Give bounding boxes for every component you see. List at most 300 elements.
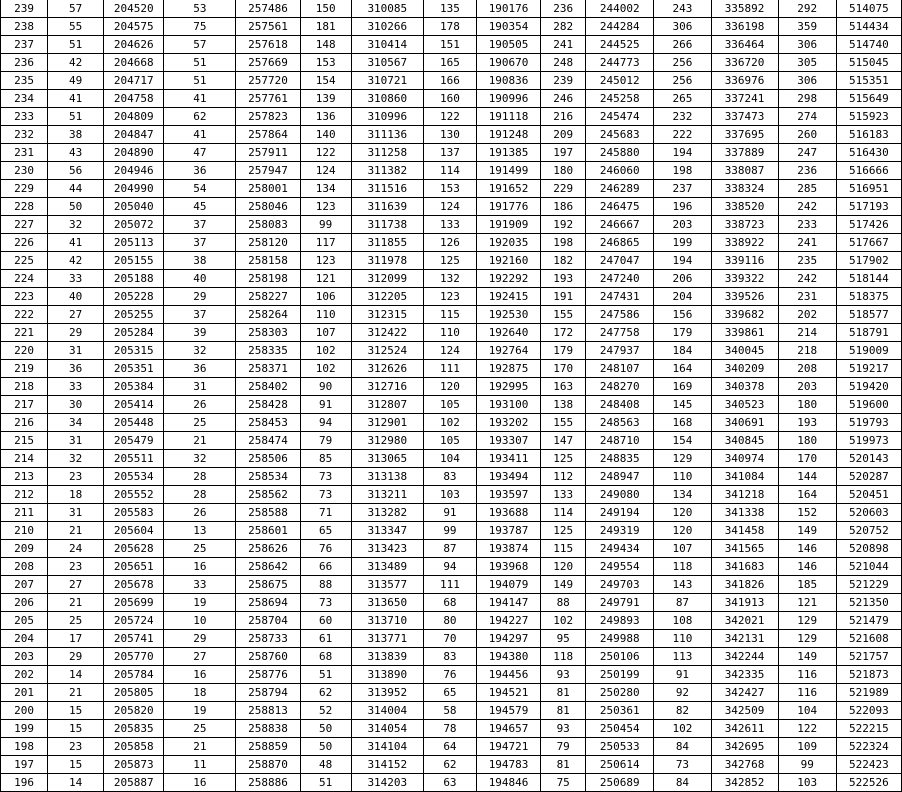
table-cell: 205835 bbox=[104, 720, 164, 738]
table-cell: 106 bbox=[300, 288, 351, 306]
table-cell: 249434 bbox=[586, 540, 654, 558]
table-cell: 244525 bbox=[586, 36, 654, 54]
table-cell: 110 bbox=[654, 468, 711, 486]
table-cell: 194147 bbox=[477, 594, 541, 612]
table-cell: 258474 bbox=[236, 432, 300, 450]
table-cell: 258120 bbox=[236, 234, 300, 252]
table-cell: 248835 bbox=[586, 450, 654, 468]
table-cell: 341338 bbox=[711, 504, 778, 522]
table-cell: 250361 bbox=[586, 702, 654, 720]
table-cell: 258626 bbox=[236, 540, 300, 558]
table-cell: 196 bbox=[654, 198, 711, 216]
table-cell: 17 bbox=[48, 630, 104, 648]
table-cell: 181 bbox=[300, 18, 351, 36]
table-cell: 247240 bbox=[586, 270, 654, 288]
table-cell: 310860 bbox=[351, 90, 423, 108]
table-cell: 312980 bbox=[351, 432, 423, 450]
table-cell: 341683 bbox=[711, 558, 778, 576]
table-cell: 258859 bbox=[236, 738, 300, 756]
table-cell: 129 bbox=[778, 612, 836, 630]
table-cell: 26 bbox=[164, 396, 236, 414]
table-cell: 182 bbox=[541, 252, 586, 270]
table-cell: 519420 bbox=[836, 378, 901, 396]
table-cell: 33 bbox=[164, 576, 236, 594]
table-cell: 198 bbox=[654, 162, 711, 180]
table-row bbox=[1, 108, 902, 126]
table-cell: 87 bbox=[654, 594, 711, 612]
table-cell: 104 bbox=[423, 450, 476, 468]
table-cell: 16 bbox=[164, 774, 236, 792]
table-cell: 51 bbox=[48, 108, 104, 126]
table-cell: 50 bbox=[300, 720, 351, 738]
table-cell: 521229 bbox=[836, 576, 901, 594]
table-cell: 120 bbox=[654, 504, 711, 522]
table-cell: 215 bbox=[1, 432, 48, 450]
table-cell: 236 bbox=[541, 0, 586, 18]
table-cell: 339861 bbox=[711, 324, 778, 342]
table-cell: 312807 bbox=[351, 396, 423, 414]
table-row bbox=[1, 594, 902, 612]
table-cell: 258227 bbox=[236, 288, 300, 306]
table-cell: 313211 bbox=[351, 486, 423, 504]
table-cell: 33 bbox=[48, 270, 104, 288]
table-cell: 521350 bbox=[836, 594, 901, 612]
table-cell: 13 bbox=[164, 522, 236, 540]
table-cell: 205628 bbox=[104, 540, 164, 558]
table-cell: 36 bbox=[164, 360, 236, 378]
table-cell: 192 bbox=[541, 216, 586, 234]
table-cell: 205741 bbox=[104, 630, 164, 648]
table-cell: 314203 bbox=[351, 774, 423, 792]
table-cell: 258371 bbox=[236, 360, 300, 378]
table-cell: 205770 bbox=[104, 648, 164, 666]
table-cell: 340209 bbox=[711, 360, 778, 378]
table-cell: 514434 bbox=[836, 18, 901, 36]
table-cell: 338087 bbox=[711, 162, 778, 180]
table-cell: 193411 bbox=[477, 450, 541, 468]
table-cell: 194521 bbox=[477, 684, 541, 702]
table-row bbox=[1, 468, 902, 486]
table-cell: 64 bbox=[423, 738, 476, 756]
table-cell: 152 bbox=[778, 504, 836, 522]
table-cell: 239 bbox=[541, 72, 586, 90]
table-cell: 258642 bbox=[236, 558, 300, 576]
table-cell: 120 bbox=[541, 558, 586, 576]
table-cell: 205873 bbox=[104, 756, 164, 774]
table-cell: 117 bbox=[300, 234, 351, 252]
table-cell: 341458 bbox=[711, 522, 778, 540]
table-cell: 341565 bbox=[711, 540, 778, 558]
table-cell: 338520 bbox=[711, 198, 778, 216]
table-cell: 49 bbox=[48, 72, 104, 90]
table-cell: 191118 bbox=[477, 108, 541, 126]
table-cell: 122 bbox=[300, 144, 351, 162]
table-cell: 521989 bbox=[836, 684, 901, 702]
table-cell: 522215 bbox=[836, 720, 901, 738]
table-cell: 37 bbox=[164, 216, 236, 234]
table-cell: 130 bbox=[423, 126, 476, 144]
table-cell: 336720 bbox=[711, 54, 778, 72]
table-cell: 204758 bbox=[104, 90, 164, 108]
table-cell: 73 bbox=[300, 468, 351, 486]
table-cell: 241 bbox=[778, 234, 836, 252]
table-cell: 133 bbox=[423, 216, 476, 234]
table-cell: 522526 bbox=[836, 774, 901, 792]
table-cell: 91 bbox=[300, 396, 351, 414]
table-cell: 338723 bbox=[711, 216, 778, 234]
table-cell: 25 bbox=[164, 540, 236, 558]
table-cell: 335892 bbox=[711, 0, 778, 18]
table-cell: 120 bbox=[423, 378, 476, 396]
table-cell: 93 bbox=[541, 666, 586, 684]
table-cell: 15 bbox=[48, 702, 104, 720]
table-cell: 180 bbox=[778, 432, 836, 450]
table-cell: 194297 bbox=[477, 630, 541, 648]
table-cell: 257618 bbox=[236, 36, 300, 54]
table-cell: 81 bbox=[541, 684, 586, 702]
table-cell: 193 bbox=[541, 270, 586, 288]
table-cell: 514740 bbox=[836, 36, 901, 54]
table-row bbox=[1, 72, 902, 90]
table-cell: 520143 bbox=[836, 450, 901, 468]
table-cell: 133 bbox=[541, 486, 586, 504]
table-cell: 311978 bbox=[351, 252, 423, 270]
table-cell: 236 bbox=[778, 162, 836, 180]
table-cell: 40 bbox=[48, 288, 104, 306]
table-cell: 81 bbox=[541, 756, 586, 774]
table-cell: 205784 bbox=[104, 666, 164, 684]
table-cell: 342244 bbox=[711, 648, 778, 666]
table-cell: 42 bbox=[48, 252, 104, 270]
table-cell: 114 bbox=[541, 504, 586, 522]
table-cell: 169 bbox=[654, 378, 711, 396]
table-cell: 43 bbox=[48, 144, 104, 162]
table-cell: 36 bbox=[164, 162, 236, 180]
table-cell: 164 bbox=[778, 486, 836, 504]
table-cell: 68 bbox=[300, 648, 351, 666]
table-cell: 205699 bbox=[104, 594, 164, 612]
table-cell: 258601 bbox=[236, 522, 300, 540]
table-cell: 124 bbox=[423, 342, 476, 360]
table-cell: 258886 bbox=[236, 774, 300, 792]
table-cell: 180 bbox=[541, 162, 586, 180]
table-cell: 247758 bbox=[586, 324, 654, 342]
table-cell: 83 bbox=[423, 648, 476, 666]
table-cell: 52 bbox=[300, 702, 351, 720]
table-cell: 250614 bbox=[586, 756, 654, 774]
table-cell: 241 bbox=[541, 36, 586, 54]
table-cell: 306 bbox=[778, 36, 836, 54]
table-cell: 166 bbox=[423, 72, 476, 90]
table-cell: 337889 bbox=[711, 144, 778, 162]
table-cell: 51 bbox=[48, 36, 104, 54]
table-cell: 337695 bbox=[711, 126, 778, 144]
table-cell: 258198 bbox=[236, 270, 300, 288]
table-cell: 230 bbox=[1, 162, 48, 180]
table-cell: 193968 bbox=[477, 558, 541, 576]
table-cell: 205820 bbox=[104, 702, 164, 720]
table-cell: 340691 bbox=[711, 414, 778, 432]
table-cell: 88 bbox=[541, 594, 586, 612]
table-cell: 168 bbox=[654, 414, 711, 432]
table-cell: 266 bbox=[654, 36, 711, 54]
table-cell: 62 bbox=[164, 108, 236, 126]
table-cell: 202 bbox=[778, 306, 836, 324]
table-cell: 123 bbox=[300, 252, 351, 270]
table-cell: 515649 bbox=[836, 90, 901, 108]
table-cell: 93 bbox=[541, 720, 586, 738]
table-cell: 228 bbox=[1, 198, 48, 216]
table-cell: 19 bbox=[164, 594, 236, 612]
table-cell: 124 bbox=[423, 198, 476, 216]
table-cell: 520287 bbox=[836, 468, 901, 486]
table-cell: 258704 bbox=[236, 612, 300, 630]
table-cell: 339682 bbox=[711, 306, 778, 324]
table-cell: 190836 bbox=[477, 72, 541, 90]
table-cell: 155 bbox=[541, 414, 586, 432]
table-cell: 246 bbox=[541, 90, 586, 108]
table-cell: 146 bbox=[778, 540, 836, 558]
table-cell: 339322 bbox=[711, 270, 778, 288]
table-cell: 520603 bbox=[836, 504, 901, 522]
table-cell: 99 bbox=[778, 756, 836, 774]
table-cell: 258335 bbox=[236, 342, 300, 360]
table-cell: 53 bbox=[164, 0, 236, 18]
table-cell: 231 bbox=[1, 144, 48, 162]
table-cell: 194783 bbox=[477, 756, 541, 774]
table-cell: 521479 bbox=[836, 612, 901, 630]
table-cell: 205155 bbox=[104, 252, 164, 270]
table-cell: 341084 bbox=[711, 468, 778, 486]
table-cell: 220 bbox=[1, 342, 48, 360]
table-cell: 155 bbox=[541, 306, 586, 324]
table-cell: 58 bbox=[423, 702, 476, 720]
table-cell: 102 bbox=[423, 414, 476, 432]
table-cell: 313489 bbox=[351, 558, 423, 576]
table-cell: 114 bbox=[423, 162, 476, 180]
table-cell: 28 bbox=[164, 468, 236, 486]
table-cell: 515351 bbox=[836, 72, 901, 90]
table-cell: 249554 bbox=[586, 558, 654, 576]
table-cell: 310567 bbox=[351, 54, 423, 72]
table-cell: 257864 bbox=[236, 126, 300, 144]
table-cell: 313138 bbox=[351, 468, 423, 486]
table-cell: 90 bbox=[300, 378, 351, 396]
table-cell: 257720 bbox=[236, 72, 300, 90]
table-cell: 210 bbox=[1, 522, 48, 540]
table-cell: 194721 bbox=[477, 738, 541, 756]
table-cell: 192292 bbox=[477, 270, 541, 288]
table-cell: 125 bbox=[423, 252, 476, 270]
table-cell: 519600 bbox=[836, 396, 901, 414]
table-cell: 204847 bbox=[104, 126, 164, 144]
table-cell: 205448 bbox=[104, 414, 164, 432]
table-cell: 339116 bbox=[711, 252, 778, 270]
table-cell: 115 bbox=[541, 540, 586, 558]
table-cell: 65 bbox=[423, 684, 476, 702]
table-cell: 194 bbox=[654, 144, 711, 162]
table-cell: 312099 bbox=[351, 270, 423, 288]
table-cell: 146 bbox=[778, 558, 836, 576]
table-cell: 201 bbox=[1, 684, 48, 702]
table-cell: 249319 bbox=[586, 522, 654, 540]
table-cell: 336198 bbox=[711, 18, 778, 36]
table-cell: 521757 bbox=[836, 648, 901, 666]
table-cell: 312716 bbox=[351, 378, 423, 396]
table-cell: 205583 bbox=[104, 504, 164, 522]
table-cell: 23 bbox=[48, 558, 104, 576]
table-cell: 165 bbox=[423, 54, 476, 72]
table-cell: 205284 bbox=[104, 324, 164, 342]
table-cell: 205604 bbox=[104, 522, 164, 540]
table-cell: 244002 bbox=[586, 0, 654, 18]
table-cell: 257911 bbox=[236, 144, 300, 162]
table-cell: 24 bbox=[48, 540, 104, 558]
table-cell: 340974 bbox=[711, 450, 778, 468]
table-cell: 257761 bbox=[236, 90, 300, 108]
table-cell: 225 bbox=[1, 252, 48, 270]
table-cell: 193787 bbox=[477, 522, 541, 540]
table-row bbox=[1, 414, 902, 432]
table-cell: 31 bbox=[48, 432, 104, 450]
table-cell: 258588 bbox=[236, 504, 300, 522]
table-cell: 516183 bbox=[836, 126, 901, 144]
table-row bbox=[1, 540, 902, 558]
table-cell: 246475 bbox=[586, 198, 654, 216]
table-cell: 248563 bbox=[586, 414, 654, 432]
table-cell: 21 bbox=[48, 594, 104, 612]
table-cell: 340378 bbox=[711, 378, 778, 396]
table-cell: 73 bbox=[300, 486, 351, 504]
table-cell: 190505 bbox=[477, 36, 541, 54]
table-cell: 21 bbox=[48, 522, 104, 540]
table-cell: 514075 bbox=[836, 0, 901, 18]
table-cell: 48 bbox=[300, 756, 351, 774]
table-cell: 32 bbox=[164, 450, 236, 468]
table-cell: 94 bbox=[423, 558, 476, 576]
table-cell: 91 bbox=[654, 666, 711, 684]
table-cell: 105 bbox=[423, 396, 476, 414]
table-cell: 21 bbox=[164, 738, 236, 756]
table-cell: 247 bbox=[778, 144, 836, 162]
table-cell: 123 bbox=[300, 198, 351, 216]
table-cell: 282 bbox=[541, 18, 586, 36]
table-cell: 78 bbox=[423, 720, 476, 738]
table-cell: 136 bbox=[300, 108, 351, 126]
table-cell: 208 bbox=[778, 360, 836, 378]
table-cell: 247586 bbox=[586, 306, 654, 324]
table-cell: 205072 bbox=[104, 216, 164, 234]
table-cell: 212 bbox=[1, 486, 48, 504]
table-row bbox=[1, 558, 902, 576]
table-cell: 260 bbox=[778, 126, 836, 144]
table-cell: 149 bbox=[778, 522, 836, 540]
table-cell: 311136 bbox=[351, 126, 423, 144]
table-cell: 153 bbox=[423, 180, 476, 198]
table-cell: 242 bbox=[778, 270, 836, 288]
table-row bbox=[1, 756, 902, 774]
table-cell: 258001 bbox=[236, 180, 300, 198]
table-cell: 18 bbox=[48, 486, 104, 504]
table-cell: 520451 bbox=[836, 486, 901, 504]
table-row bbox=[1, 612, 902, 630]
table-body bbox=[1, 0, 902, 792]
table-cell: 313771 bbox=[351, 630, 423, 648]
table-row bbox=[1, 648, 902, 666]
table-cell: 193874 bbox=[477, 540, 541, 558]
table-cell: 191 bbox=[541, 288, 586, 306]
table-cell: 224 bbox=[1, 270, 48, 288]
table-cell: 219 bbox=[1, 360, 48, 378]
table-cell: 103 bbox=[778, 774, 836, 792]
table-cell: 341218 bbox=[711, 486, 778, 504]
table-cell: 518791 bbox=[836, 324, 901, 342]
table-row bbox=[1, 738, 902, 756]
table-cell: 311258 bbox=[351, 144, 423, 162]
table-cell: 258760 bbox=[236, 648, 300, 666]
table-cell: 517667 bbox=[836, 234, 901, 252]
table-row bbox=[1, 198, 902, 216]
table-cell: 190354 bbox=[477, 18, 541, 36]
table-cell: 31 bbox=[48, 504, 104, 522]
table-row bbox=[1, 378, 902, 396]
table-cell: 138 bbox=[541, 396, 586, 414]
table-cell: 194380 bbox=[477, 648, 541, 666]
table-cell: 71 bbox=[300, 504, 351, 522]
table-row bbox=[1, 702, 902, 720]
table-cell: 109 bbox=[778, 738, 836, 756]
table-cell: 29 bbox=[48, 648, 104, 666]
table-cell: 246667 bbox=[586, 216, 654, 234]
table-cell: 245258 bbox=[586, 90, 654, 108]
table-cell: 56 bbox=[48, 162, 104, 180]
table-cell: 310721 bbox=[351, 72, 423, 90]
table-cell: 112 bbox=[541, 468, 586, 486]
table-cell: 342768 bbox=[711, 756, 778, 774]
table-cell: 116 bbox=[778, 684, 836, 702]
table-cell: 79 bbox=[300, 432, 351, 450]
table-cell: 337241 bbox=[711, 90, 778, 108]
table-cell: 314152 bbox=[351, 756, 423, 774]
table-cell: 38 bbox=[48, 126, 104, 144]
table-cell: 94 bbox=[300, 414, 351, 432]
table-cell: 204668 bbox=[104, 54, 164, 72]
table-cell: 258453 bbox=[236, 414, 300, 432]
table-cell: 39 bbox=[164, 324, 236, 342]
table-cell: 342695 bbox=[711, 738, 778, 756]
table-cell: 125 bbox=[541, 522, 586, 540]
table-cell: 191776 bbox=[477, 198, 541, 216]
table-cell: 258675 bbox=[236, 576, 300, 594]
table-cell: 204809 bbox=[104, 108, 164, 126]
table-cell: 312901 bbox=[351, 414, 423, 432]
table-cell: 179 bbox=[654, 324, 711, 342]
table-cell: 147 bbox=[541, 432, 586, 450]
table-row bbox=[1, 0, 902, 18]
table-cell: 341913 bbox=[711, 594, 778, 612]
table-cell: 41 bbox=[164, 90, 236, 108]
table-cell: 515045 bbox=[836, 54, 901, 72]
table-cell: 517426 bbox=[836, 216, 901, 234]
table-cell: 311738 bbox=[351, 216, 423, 234]
table-cell: 235 bbox=[778, 252, 836, 270]
table-cell: 250454 bbox=[586, 720, 654, 738]
table-cell: 519793 bbox=[836, 414, 901, 432]
table-cell: 250199 bbox=[586, 666, 654, 684]
table-row bbox=[1, 126, 902, 144]
table-cell: 314054 bbox=[351, 720, 423, 738]
table-cell: 66 bbox=[300, 558, 351, 576]
